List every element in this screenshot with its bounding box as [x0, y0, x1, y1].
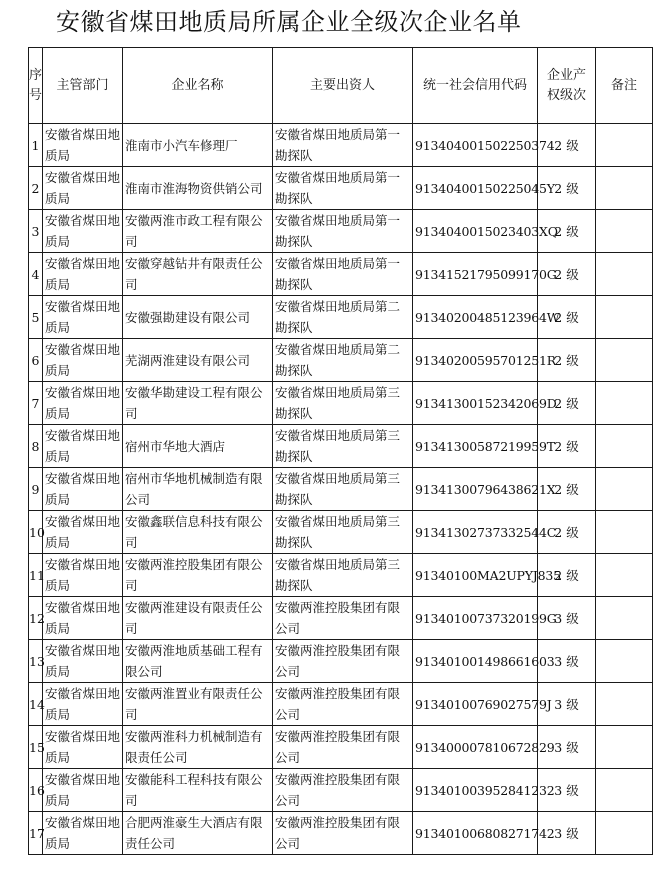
cell-code: 913401003952841232 — [413, 769, 538, 812]
cell-seq: 14 — [29, 683, 43, 726]
cell-note — [596, 640, 653, 683]
cell-name: 安徽两淮控股集团有限公司 — [123, 554, 273, 597]
table-header-row — [29, 48, 653, 124]
cell-seq: 3 — [29, 210, 43, 253]
cell-note — [596, 296, 653, 339]
cell-note — [596, 124, 653, 167]
cell-note — [596, 683, 653, 726]
cell-code: 913401006808271742 — [413, 812, 538, 855]
enterprise-table — [28, 47, 653, 855]
cell-code: 91341302737332544C — [413, 511, 538, 554]
table-body — [29, 124, 653, 855]
cell-name: 安徽强勘建设有限公司 — [123, 296, 273, 339]
cell-investor: 安徽两淮控股集团有限公司 — [273, 640, 413, 683]
cell-investor: 安徽省煤田地质局第一勘探队 — [273, 210, 413, 253]
cell-seq: 6 — [29, 339, 43, 382]
cell-name: 安徽华勘建设工程有限公司 — [123, 382, 273, 425]
cell-name: 安徽两淮市政工程有限公司 — [123, 210, 273, 253]
cell-level: 2 级 — [538, 554, 596, 597]
cell-code: 9134040015023403XQ — [413, 210, 538, 253]
cell-level: 2 级 — [538, 167, 596, 210]
cell-name: 安徽两淮科力机械制造有限责任公司 — [123, 726, 273, 769]
cell-seq: 2 — [29, 167, 43, 210]
cell-name: 安徽鑫联信息科技有限公司 — [123, 511, 273, 554]
header-dept: 主管部门 — [43, 48, 123, 124]
cell-seq: 12 — [29, 597, 43, 640]
cell-investor: 安徽两淮控股集团有限公司 — [273, 597, 413, 640]
cell-name: 安徽两淮建设有限责任公司 — [123, 597, 273, 640]
cell-investor: 安徽省煤田地质局第三勘探队 — [273, 425, 413, 468]
cell-code: 91340400150225045Y — [413, 167, 538, 210]
cell-note — [596, 210, 653, 253]
cell-level: 3 级 — [538, 683, 596, 726]
cell-dept: 安徽省煤田地质局 — [43, 253, 123, 296]
cell-investor: 安徽省煤田地质局第一勘探队 — [273, 253, 413, 296]
cell-name: 宿州市华地大酒店 — [123, 425, 273, 468]
cell-level: 3 级 — [538, 812, 596, 855]
cell-name: 安徽两淮置业有限责任公司 — [123, 683, 273, 726]
cell-investor: 安徽两淮控股集团有限公司 — [273, 683, 413, 726]
cell-code: 91341521795099170G — [413, 253, 538, 296]
cell-code: 91341300796438621X — [413, 468, 538, 511]
cell-dept: 安徽省煤田地质局 — [43, 554, 123, 597]
cell-note — [596, 511, 653, 554]
cell-level: 2 级 — [538, 296, 596, 339]
table-row — [29, 726, 653, 769]
cell-name: 合肥两淮豪生大酒店有限责任公司 — [123, 812, 273, 855]
header-note: 备注 — [596, 48, 653, 124]
cell-dept: 安徽省煤田地质局 — [43, 597, 123, 640]
cell-level: 2 级 — [538, 124, 596, 167]
cell-name: 宿州市华地机械制造有限公司 — [123, 468, 273, 511]
cell-code: 913404001502250374 — [413, 124, 538, 167]
cell-note — [596, 468, 653, 511]
cell-dept: 安徽省煤田地质局 — [43, 124, 123, 167]
cell-dept: 安徽省煤田地质局 — [43, 425, 123, 468]
cell-seq: 10 — [29, 511, 43, 554]
cell-code: 91340100MA2UPYJ835 — [413, 554, 538, 597]
cell-note — [596, 253, 653, 296]
cell-level: 2 级 — [538, 511, 596, 554]
table-row — [29, 210, 653, 253]
cell-code: 91340100769027579J — [413, 683, 538, 726]
page-title: 安徽省煤田地质局所属企业全级次企业名单 — [56, 8, 522, 36]
cell-seq: 7 — [29, 382, 43, 425]
table-row — [29, 769, 653, 812]
cell-dept: 安徽省煤田地质局 — [43, 726, 123, 769]
cell-level: 3 级 — [538, 726, 596, 769]
cell-level: 3 级 — [538, 640, 596, 683]
cell-dept: 安徽省煤田地质局 — [43, 382, 123, 425]
cell-name: 安徽两淮地质基础工程有限公司 — [123, 640, 273, 683]
table-row — [29, 253, 653, 296]
cell-note — [596, 382, 653, 425]
cell-seq: 15 — [29, 726, 43, 769]
cell-note — [596, 769, 653, 812]
cell-level: 2 级 — [538, 468, 596, 511]
header-level: 企业产权级次 — [538, 48, 596, 124]
cell-investor: 安徽省煤田地质局第二勘探队 — [273, 339, 413, 382]
cell-seq: 13 — [29, 640, 43, 683]
cell-note — [596, 726, 653, 769]
cell-level: 2 级 — [538, 339, 596, 382]
cell-investor: 安徽两淮控股集团有限公司 — [273, 769, 413, 812]
cell-investor: 安徽省煤田地质局第三勘探队 — [273, 554, 413, 597]
cell-dept: 安徽省煤田地质局 — [43, 769, 123, 812]
cell-note — [596, 339, 653, 382]
table-row — [29, 167, 653, 210]
cell-dept: 安徽省煤田地质局 — [43, 640, 123, 683]
cell-dept: 安徽省煤田地质局 — [43, 210, 123, 253]
cell-note — [596, 812, 653, 855]
cell-investor: 安徽省煤田地质局第三勘探队 — [273, 382, 413, 425]
cell-seq: 16 — [29, 769, 43, 812]
cell-code: 91340200485123964W — [413, 296, 538, 339]
cell-level: 2 级 — [538, 210, 596, 253]
cell-code: 913401001498661603 — [413, 640, 538, 683]
cell-name: 淮南市小汽车修理厂 — [123, 124, 273, 167]
cell-name: 安徽穿越钻井有限责任公司 — [123, 253, 273, 296]
header-name: 企业名称 — [123, 48, 273, 124]
cell-level: 3 级 — [538, 769, 596, 812]
table-row — [29, 511, 653, 554]
cell-investor: 安徽省煤田地质局第三勘探队 — [273, 468, 413, 511]
cell-dept: 安徽省煤田地质局 — [43, 468, 123, 511]
table-row — [29, 554, 653, 597]
cell-investor: 安徽省煤田地质局第一勘探队 — [273, 124, 413, 167]
table-row — [29, 812, 653, 855]
cell-note — [596, 554, 653, 597]
cell-seq: 4 — [29, 253, 43, 296]
cell-investor: 安徽省煤田地质局第三勘探队 — [273, 511, 413, 554]
cell-seq: 9 — [29, 468, 43, 511]
cell-level: 2 级 — [538, 425, 596, 468]
cell-seq: 17 — [29, 812, 43, 855]
table-row — [29, 339, 653, 382]
cell-name: 淮南市淮海物资供销公司 — [123, 167, 273, 210]
table-row — [29, 468, 653, 511]
cell-dept: 安徽省煤田地质局 — [43, 683, 123, 726]
cell-code: 91340200595701251R — [413, 339, 538, 382]
cell-note — [596, 597, 653, 640]
cell-investor: 安徽两淮控股集团有限公司 — [273, 726, 413, 769]
cell-level: 2 级 — [538, 382, 596, 425]
cell-level: 3 级 — [538, 597, 596, 640]
cell-investor: 安徽两淮控股集团有限公司 — [273, 812, 413, 855]
cell-seq: 5 — [29, 296, 43, 339]
cell-dept: 安徽省煤田地质局 — [43, 511, 123, 554]
cell-code: 913400007810672829 — [413, 726, 538, 769]
cell-code: 91340100737320199G — [413, 597, 538, 640]
cell-investor: 安徽省煤田地质局第一勘探队 — [273, 167, 413, 210]
table-row — [29, 296, 653, 339]
header-seq: 序号 — [29, 48, 43, 124]
table-row — [29, 597, 653, 640]
cell-seq: 11 — [29, 554, 43, 597]
cell-name: 芜湖两淮建设有限公司 — [123, 339, 273, 382]
cell-code: 91341300152342069D — [413, 382, 538, 425]
table-row — [29, 124, 653, 167]
cell-dept: 安徽省煤田地质局 — [43, 339, 123, 382]
cell-dept: 安徽省煤田地质局 — [43, 167, 123, 210]
cell-name: 安徽能科工程科技有限公司 — [123, 769, 273, 812]
cell-investor: 安徽省煤田地质局第二勘探队 — [273, 296, 413, 339]
header-code: 统一社会信用代码 — [413, 48, 538, 124]
cell-dept: 安徽省煤田地质局 — [43, 812, 123, 855]
table-row — [29, 425, 653, 468]
cell-seq: 8 — [29, 425, 43, 468]
cell-note — [596, 425, 653, 468]
table-row — [29, 683, 653, 726]
cell-dept: 安徽省煤田地质局 — [43, 296, 123, 339]
table-row — [29, 382, 653, 425]
cell-seq: 1 — [29, 124, 43, 167]
table-row — [29, 640, 653, 683]
cell-level: 2 级 — [538, 253, 596, 296]
header-investor: 主要出资人 — [273, 48, 413, 124]
cell-code: 91341300587219959T — [413, 425, 538, 468]
cell-note — [596, 167, 653, 210]
